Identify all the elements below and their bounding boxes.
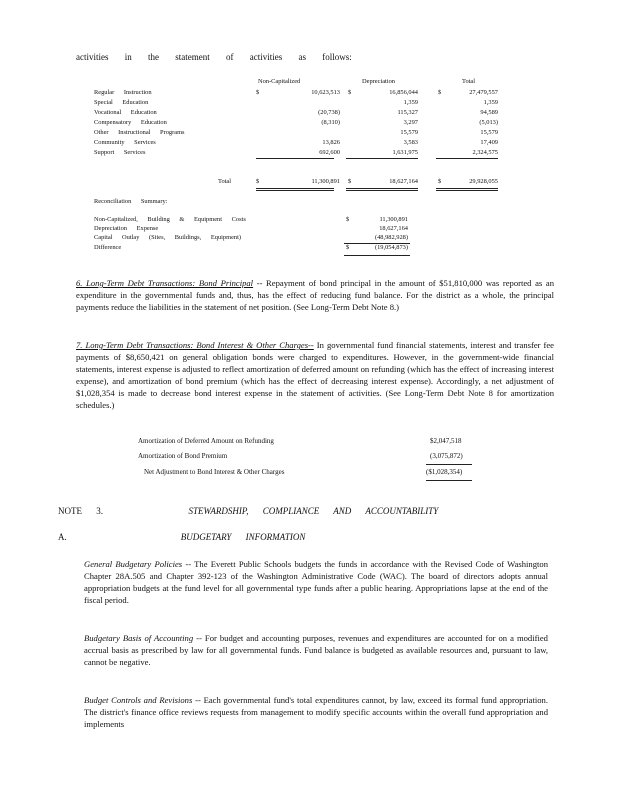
row-value: 17,409 <box>480 139 498 146</box>
row-value: 13,826 <box>322 139 340 146</box>
paragraph-bond-principal <box>76 277 554 313</box>
recon-title-text: Reconciliation Summary: <box>94 198 168 205</box>
row-value: 3,583 <box>403 139 418 146</box>
expense-table <box>94 89 498 199</box>
row-value: 18,627,164 <box>379 225 408 232</box>
row-label: Regular Instruction <box>94 89 152 96</box>
total-rule <box>436 188 498 189</box>
row-label: Support Services <box>94 149 146 156</box>
row-label: Non-Capitalized, Building & Equipment Costs <box>94 216 246 223</box>
amort-label: Net Adjustment to Bond Interest & Other Charges <box>144 468 285 476</box>
subtotal-rule <box>256 158 334 159</box>
section-title: BUDGETARY INFORMATION <box>180 532 306 542</box>
row-value: 10,623,513 <box>311 89 340 96</box>
controls-body: -- Each governmental fund's total expenditures cannot, by law, exceed its formal fund appropriation. The district's finance office reviews requests from management to modify specific accounts within the overall fund appropriation and implements <box>84 695 548 729</box>
row-label: Depreciation Expense <box>94 225 159 232</box>
total-rule <box>346 188 418 189</box>
row-value: (20,738) <box>318 109 340 116</box>
row-value: (8,310) <box>321 119 340 126</box>
col-header-noncapitalized: Non-Capitalized <box>258 78 301 85</box>
basis-body: -- For budget and accounting purposes, revenues and expenditures are accounted for on a modified accrual basis as prescribed by law for all governmental funds. Fund balance is budgeted as available resources and, pursuant to law, cannot be negative. <box>84 633 548 667</box>
para6-body: -- Repayment of bond principal in the amount of $51,810,000 was reported as an expenditure in the governmental funds and, thus, has the effect of reducing fund balance. For the district as a whole, the principal payments reduce the liabilities in the statement of net position. (See Long-Term Debt Note 8.) <box>76 278 555 312</box>
amort-value: $2,047,518 <box>430 437 462 445</box>
row-label: Other Instructional Programs <box>94 129 185 136</box>
para6-title: 6. Long-Term Debt Transactions: Bond Principal <box>76 278 254 288</box>
total-value: 18,627,164 <box>389 178 418 185</box>
amort-subtotal-rule <box>426 464 472 465</box>
row-label: Compensatory Education <box>94 119 167 126</box>
note-title: STEWARDSHIP, COMPLIANCE AND ACCOUNTABILITY <box>188 506 439 516</box>
reconciliation-summary <box>94 198 414 258</box>
row-value: (48,982,928) <box>374 234 408 241</box>
row-value: 1,631,975 <box>392 149 418 156</box>
intro-text: activities in the statement of activities as follows: <box>76 52 352 62</box>
subtotal-rule <box>436 158 498 159</box>
dollar-sign: $ <box>348 89 352 96</box>
section-letter: A. <box>58 532 67 542</box>
row-value: 27,479,557 <box>469 89 498 96</box>
recon-subtotal-rule <box>344 243 410 244</box>
amort-total-rule <box>426 480 472 481</box>
row-value: 1,359 <box>403 99 418 106</box>
row-value: 1,359 <box>483 99 498 106</box>
total-value: 29,928,055 <box>469 178 498 185</box>
row-value: (5,013) <box>479 119 498 126</box>
total-rule <box>436 190 498 191</box>
amort-value: ($1,028,354) <box>426 468 463 476</box>
row-label: Vocational Education <box>94 109 157 116</box>
row-label: Community Services <box>94 139 156 146</box>
gen-body: -- The Everett Public Schools budgets the funds in accordance with the Revised Code of Washington Chapter 28A.505 and Chapter 392-123 of the Washington Administrative Code (WAC). The board of directors adopts annual appropriation budgets at the fund level for all governmental type funds after a public hearing. Appropriations lapse at the end of the fiscal period. <box>84 559 548 605</box>
dollar-sign: $ <box>438 89 442 96</box>
paragraph-budget-controls <box>84 694 548 730</box>
basis-title: Budgetary Basis of Accounting <box>84 633 194 643</box>
amort-value: (3,075,872) <box>430 452 463 460</box>
dollar-sign: $ <box>256 178 260 185</box>
dollar-sign: $ <box>438 178 442 185</box>
dollar-sign: $ <box>256 89 260 96</box>
row-value: 692,600 <box>319 149 340 156</box>
row-value: 2,324,575 <box>472 149 498 156</box>
controls-title: Budget Controls and Revisions <box>84 695 193 705</box>
total-rule <box>346 190 418 191</box>
paragraph-bond-interest <box>76 339 554 411</box>
row-label: Special Education <box>94 99 149 106</box>
subtotal-rule <box>346 158 418 159</box>
row-label: Capital Outlay (Sites, Buildings, Equipment) <box>94 234 242 241</box>
row-value: (19,054,873) <box>374 244 408 251</box>
total-value: 11,300,891 <box>311 178 340 185</box>
dollar-sign: $ <box>346 244 350 251</box>
total-rule <box>256 188 334 189</box>
paragraph-budgetary-basis <box>84 632 548 668</box>
row-value: 15,579 <box>480 129 498 136</box>
row-value: 115,327 <box>397 109 418 116</box>
note-heading <box>58 506 438 516</box>
dollar-sign: $ <box>346 216 350 223</box>
recon-total-rule <box>344 255 410 256</box>
col-header-total: Total <box>462 78 476 85</box>
col-header-depreciation: Depreciation <box>362 78 396 85</box>
amort-label: Amortization of Bond Premium <box>138 452 228 460</box>
note-number: NOTE 3. <box>58 506 103 516</box>
dollar-sign: $ <box>348 178 352 185</box>
row-value: 11,300,891 <box>379 216 408 223</box>
paragraph-general-budgetary-policies <box>84 558 548 606</box>
total-label: Total <box>218 178 232 185</box>
row-label: Difference <box>94 244 122 251</box>
row-value: 3,297 <box>403 119 418 126</box>
section-heading <box>58 532 305 542</box>
row-value: 15,579 <box>400 129 418 136</box>
para7-body: In governmental fund financial statements, interest and transfer fee payments of $8,650,421 on general obligation bonds were charged to expenditures. However, in the government-wide financial statements, interest expense is adjusted to reflect amortization of deferred amount on refunding (which has the effect of increasing interest expense), and amortization of bond premium (which has the effect of decreasing interest expense). Accordingly, a net adjustment of $1,028,354 is made to decrease bond interest expense in the statement of activities. (See Long-Term Debt Note 8 for amortization schedules.) <box>76 340 554 410</box>
amort-label: Amortization of Deferred Amount on Refunding <box>138 437 274 445</box>
gen-title: General Budgetary Policies <box>84 559 183 569</box>
para7-title: 7. Long-Term Debt Transactions: Bond Interest & Other Charges-- <box>76 340 314 350</box>
row-value: 16,856,044 <box>389 89 418 96</box>
amortization-table <box>138 437 472 483</box>
row-value: 94,589 <box>480 109 498 116</box>
total-rule <box>256 190 334 191</box>
